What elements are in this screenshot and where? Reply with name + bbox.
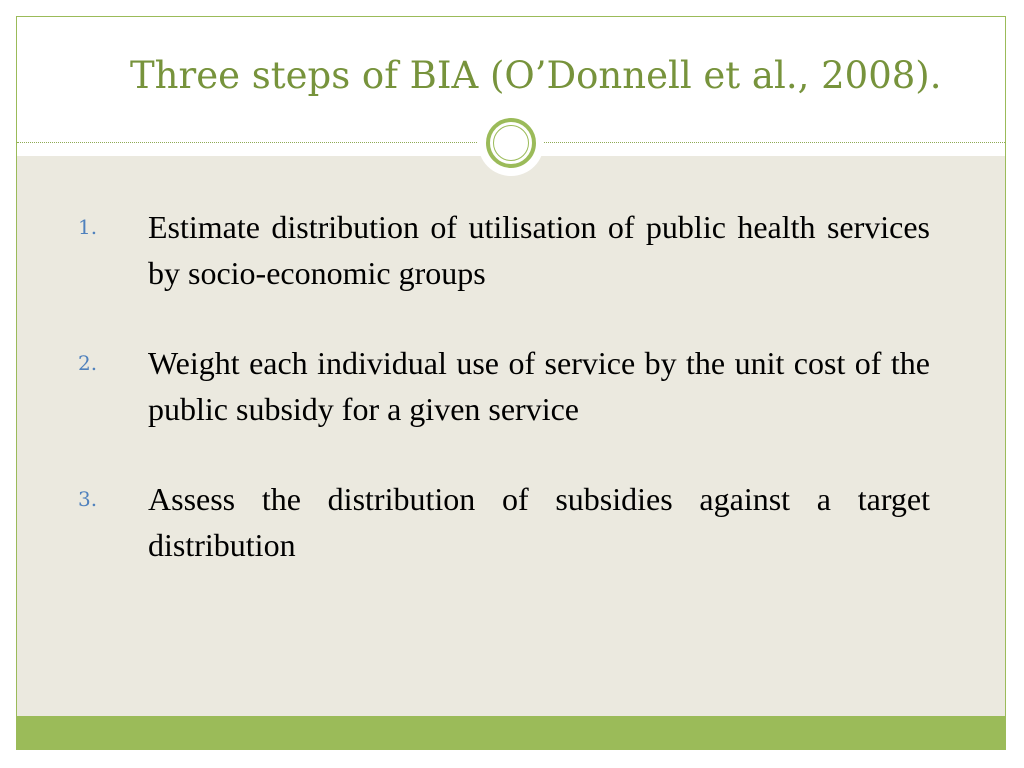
list-item-text: Estimate distribution of utilisation of public health services by socio-economic groups <box>148 209 930 291</box>
list-item <box>78 204 930 296</box>
list-item-number: 1. <box>78 215 98 239</box>
list-item-text: Assess the distribution of subsidies against a target distribution <box>148 481 930 563</box>
steps-list <box>78 204 930 612</box>
list-item-text: Weight each individual use of service by the unit cost of the public subsidy for a given service <box>148 345 930 427</box>
ring-inner-stroke <box>493 125 529 161</box>
list-item-number: 2. <box>78 351 98 375</box>
slide-title: Three steps of BIA (O’Donnell et al., 2008). <box>130 54 942 97</box>
list-item <box>78 340 930 432</box>
list-item-number: 3. <box>78 487 98 511</box>
list-item <box>78 476 930 568</box>
footer-bar <box>17 716 1005 749</box>
